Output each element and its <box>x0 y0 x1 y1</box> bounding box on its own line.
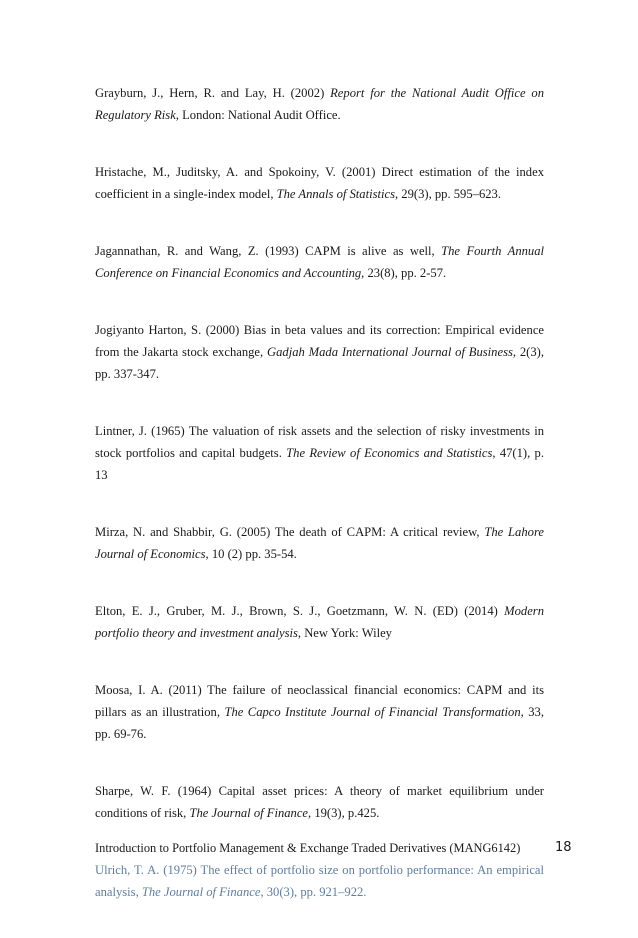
reference-details: , 33, pp. 69-76. <box>95 705 544 741</box>
reference-text: Hristache, M., Juditsky, A. and Spokoiny, V. (2001) Direct estimation of the index coefficient in a single-index model, <box>95 165 544 201</box>
reference-title: The Journal of Finance, <box>189 806 312 820</box>
reference-entry <box>95 82 544 126</box>
reference-title: Report for the National Audit Office on Regulatory Risk <box>95 86 545 122</box>
reference-entry <box>95 600 544 644</box>
reference-title: The Annals of Statistics <box>276 187 395 201</box>
reference-text: Moosa, I. A. (2011) The failure of neoclassical financial economics: CAPM and its pillars as an illustration, <box>95 683 544 719</box>
reference-text: Mirza, N. and Shabbir, G. (2005) The death of CAPM: A critical review, <box>95 525 485 539</box>
reference-entry <box>95 780 544 824</box>
reference-entry <box>95 161 544 205</box>
page-footer: Introduction to Portfolio Management & Exchange Traded Derivatives (MANG6142) <box>95 841 521 855</box>
reference-title: The Capco Institute Journal of Financial Transformation <box>224 705 521 719</box>
reference-details: 47(1), p. 13 <box>95 446 544 482</box>
reference-entry <box>95 319 544 385</box>
reference-details: , New York: Wiley <box>297 626 392 640</box>
reference-entry <box>95 521 544 565</box>
reference-entry <box>95 679 544 745</box>
reference-title: Modern portfolio theory and investment analysis <box>95 604 544 640</box>
reference-entry <box>95 420 544 486</box>
reference-details: , 23(8), pp. 2-57. <box>361 266 447 280</box>
reference-text: Sharpe, W. F. (1964) Capital asset prices: A theory of market equilibrium under conditions of risk, <box>95 784 544 820</box>
reference-entry-faded <box>95 859 544 903</box>
reference-text: Jogiyanto Harton, S. (2000) Bias in beta values and its correction: Empirical evidence from the Jakarta stock exchange, <box>95 323 544 359</box>
reference-details: , 2(3), pp. 337-347. <box>95 345 544 381</box>
reference-details: , 10 (2) pp. 35-54. <box>205 547 297 561</box>
reference-text: Jagannathan, R. and Wang, Z. (1993) CAPM is alive as well, <box>95 244 442 258</box>
reference-text: Grayburn, J., Hern, R. and Lay, H. (2002) <box>95 86 331 100</box>
reference-details: , London: National Audit Office. <box>175 108 341 122</box>
reference-title: The Lahore Journal of Economics <box>95 525 544 561</box>
reference-text: Lintner, J. (1965) The valuation of risk assets and the selection of risky investments in stock portfolios and capital budgets. <box>95 424 544 460</box>
reference-list <box>95 82 544 938</box>
reference-title: The Journal of Finance <box>141 885 261 899</box>
reference-text: Elton, E. J., Gruber, M. J., Brown, S. J., Goetzmann, W. N. (ED) (2014) <box>95 604 505 618</box>
page-number: 18 <box>555 840 572 855</box>
reference-entry <box>95 240 544 284</box>
reference-details: , 29(3), pp. 595–623. <box>395 187 501 201</box>
reference-title: The Fourth Annual Conference on Financial Economics and Accounting <box>95 244 545 280</box>
reference-text: Ulrich, T. A. (1975) The effect of portfolio size on portfolio performance: An empirical analysis, <box>95 863 544 899</box>
reference-details: , 30(3), pp. 921–922. <box>260 885 367 899</box>
reference-title: Gadjah Mada International Journal of Business <box>267 345 513 359</box>
reference-details: 19(3), p.425. <box>311 806 380 820</box>
reference-title: The Review of Economics and Statistics, <box>286 446 496 460</box>
